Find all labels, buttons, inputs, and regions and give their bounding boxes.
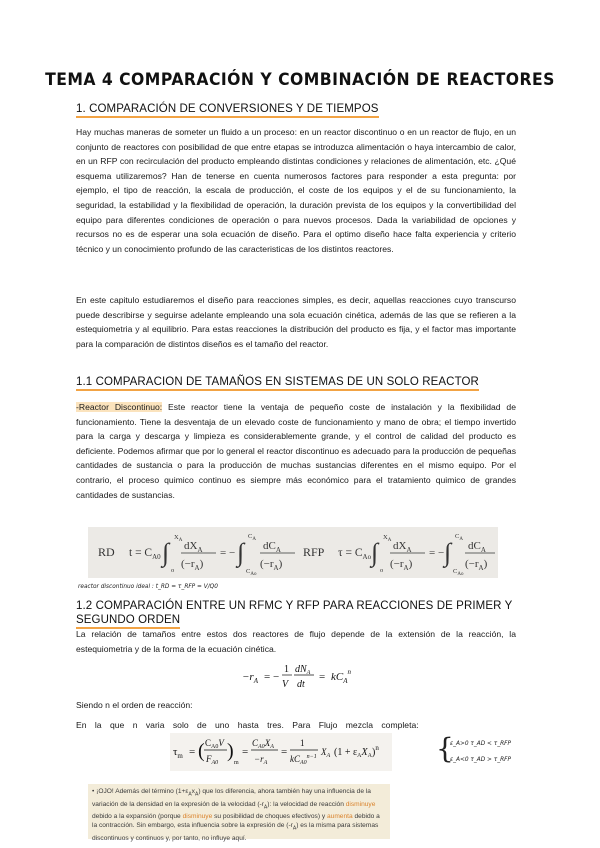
- rhs: $kC_A^n$: [331, 668, 352, 685]
- num: $C_{A0}V$: [205, 738, 224, 750]
- den: $kC_{A0}^{n-1}$: [290, 754, 317, 766]
- equals-sign: = −: [220, 547, 236, 559]
- limit-lower: o: [380, 567, 384, 574]
- paragraph-order: Siendo n el orden de reacción:: [76, 700, 193, 710]
- eq1: = −: [264, 671, 280, 683]
- equals-sign: = −: [429, 547, 445, 559]
- rate-equation: [240, 660, 390, 694]
- frac-num: $dC_A$: [468, 540, 486, 554]
- paren: (: [198, 740, 205, 762]
- section-heading-1-1: 1.1 COMPARACION DE TAMAÑOS EN SISTEMAS DE UN SOLO REACTOR: [76, 376, 479, 391]
- limit-lower: $C_{Ao}$: [246, 568, 257, 577]
- note-text-d: su posibilidad de choques efectivos) y: [212, 813, 327, 821]
- frac-num: $dX_A$: [393, 540, 412, 554]
- paragraph-design: En este capitulo estudiaremos el diseño para reacciones simples, es decir, aquellas reacciones cuyo transcurso puede describirse y seguirse adelante empleando una sola ecuación cinética, además de las que se refieren a la estequiometria y al equilibrio. Para estas reacciones la distribución del producto es fija, y el factor mas importante para la comparación de distintos diseños es el tamaño del reactor.: [76, 295, 516, 349]
- num: 1: [300, 738, 305, 748]
- note-aumenta: aumenta: [326, 813, 353, 821]
- eq: =: [281, 746, 288, 758]
- rd-rfp-equations: [88, 527, 498, 578]
- note-text-a: ) que los diferencia, ahora también hay una influencia de la variación de la densidad en la expresión de la velocidad (-r: [92, 788, 371, 808]
- limit-lower: $C_{Ao}$: [453, 568, 464, 577]
- paragraph-intro: Hay muchas maneras de someter un fluido a un proceso: en un reactor discontinuo o en un reactor de flujo, en un conjunto de reactores con posibilidad de que entre etapas se introduzca alimentación o haya intercambio de calor, en un RFP con recirculación del producto empleando distintas condiciones y relaciones de alimentación, etc. ¿Qué esquema utilizaremos? Han de tenerse en cuenta numerosos factores para responder a esta pregunta: por ejemplo, el tipo de reacción, la escala de producción, el coste de los equipos y el de su funcionamiento, la seguridad, la estabilidad y la flexibilidad de operación, la duración prevista de los equipos y la convertibilidad del equipo para diferentes condiciones de operación o para nuevos procesos. Dada la variabilidad de opciones y recursos no es de esperar una sola ecuación de diseño. Para el optimo diseño hace falta experiencia y criterio técnico y un conocimiento profundo de las caracteristicas de los distintos reactores.: [76, 127, 516, 254]
- batch-reactor-text: Este reactor tiene la ventaja de pequeño coste de instalación y la flexibilidad de funcionamiento. Tiene la desventaja de un elevado coste de funcionamiento y mano de obra; el tiempo invertido para la carga y descarga y limpieza es considerablemente grande, y el control de calidad del producto es deficiente. Podemos afirmar que por lo general el reactor discontinuo es adecuado para la producción de pequeñas cantidades de sustancia o para la producción de muchas sustancias diferentes en el mismo equipo. Por el contrario, el proceso quimico continuo es siempre más económico para el tratamiento quimico de grandes cantidades de sustancias.: [76, 402, 516, 500]
- note-disminuye-2: disminuye: [182, 813, 213, 821]
- den: $-r_A$: [254, 754, 268, 766]
- integral-sign: ∫: [162, 538, 170, 567]
- handwritten-rd-note: reactor discontinuo ideal : t_RD = τ_RFP = V/Q0: [78, 584, 218, 590]
- den: $F_{A0}$: [206, 754, 219, 766]
- formula-box-mixed-flow: [170, 733, 392, 771]
- xa: $X_A$: [321, 747, 331, 759]
- rfp-label: RFP: [303, 545, 325, 559]
- frac-den: $(-r_A)$: [181, 558, 204, 572]
- limit-upper: $X_A$: [383, 534, 392, 543]
- highlight-batch-label: -Reactor Discontinuo:: [76, 402, 163, 412]
- handwritten-eps-positive: ε_A>0 τ_AD < τ_RFP: [450, 741, 511, 747]
- num: $C_{A0}X_A$: [252, 738, 274, 750]
- rfp-tau-expr: $\tau = C_{Ao}$: [338, 547, 372, 561]
- bracket: $(1 + \varepsilon_AX_A)^n$: [334, 744, 379, 759]
- warning-note: • ¡OJO! Además del término $(1+\varepsilon_Ax_A)$ que los diferencia, ahora también hay una influencia de la variación de la densidad en la expresión de la velocidad $(-r_A)$: la velocidad de reacción disminuye debido a la expansión (porque disminuye su posibilidad de choques efectivos) y aumenta debido a la contracción. Sin embargo, esta influencia sobre la expresión de $(-r_A)$ es la misma para sistemas discontinuos y continuos y, por tanto, no influye aquí.: [88, 784, 390, 839]
- section-heading-1-2-line2: SEGUNDO ORDEN: [76, 614, 180, 629]
- formula-box-rd-rfp: [88, 527, 498, 578]
- mixed-flow-equation: [170, 733, 392, 771]
- note-text-f: ) es la misma para sistemas discontinuos y continuos y, por tanto, no influye aquí.: [92, 822, 379, 842]
- integral-sign: ∫: [237, 538, 245, 567]
- dt: dt: [297, 679, 305, 690]
- vol: V: [282, 679, 289, 690]
- frac-den: $(-r_A)$: [260, 558, 283, 572]
- eq2: =: [319, 671, 326, 683]
- frac-num: $dC_A$: [263, 540, 281, 554]
- paragraph-batch-reactor: [76, 400, 516, 502]
- frac-den: $(-r_A)$: [465, 558, 488, 572]
- note-text-e: debido a la contracción. Sin embargo, esta influencia sobre la expresión de (-r: [92, 813, 380, 830]
- integral-sign: ∫: [371, 538, 379, 567]
- paragraph-flow-reactors: La relación de tamaños entre estos dos reactores de flujo depende de la extensión de la reacción, la estequiometria y de la forma de la ecuación cinética.: [76, 629, 516, 654]
- rate-equation-svg: [240, 660, 390, 694]
- frac-num: $dX_A$: [184, 540, 203, 554]
- tau-m: $\tau_m$: [173, 746, 183, 760]
- section-heading-1-2-line1: 1.2 COMPARACIÓN ENTRE UN RFMC Y RFP PARA REACCIONES DE PRIMER Y: [76, 600, 513, 612]
- lhs: $-r_A$: [242, 671, 258, 685]
- limit-upper: $C_A$: [248, 533, 256, 542]
- sub-m: m: [234, 760, 239, 766]
- limit-upper: $C_A$: [455, 533, 463, 542]
- note-lead: • ¡OJO! Además del término (1+ε: [92, 788, 189, 795]
- handwritten-brace: {: [436, 732, 454, 765]
- note-text-c: debido a la expansión (porque: [92, 813, 183, 821]
- frac-den: $(-r_A)$: [390, 558, 413, 572]
- dna: $dN_A$: [295, 664, 311, 676]
- note-text-x: x: [191, 788, 195, 795]
- limit-lower: o: [171, 567, 175, 574]
- paren: ): [227, 740, 234, 762]
- integral-sign: ∫: [444, 538, 452, 567]
- rd-label: RD: [98, 545, 115, 559]
- paragraph-mixed-flow: En la que n varia solo de uno hasta tres. Para Flujo mezcla completa:: [76, 720, 419, 730]
- one: 1: [284, 664, 289, 675]
- rd-time-expr: $t = C_{A0}$: [129, 547, 161, 561]
- handwritten-eps-negative: ε_A<0 τ_AD > τ_RFP: [450, 757, 511, 763]
- page-title: TEMA 4 COMPARACIÓN Y COMBINACIÓN DE REACTORES: [45, 70, 555, 90]
- section-heading-1: 1. COMPARACIÓN DE CONVERSIONES Y DE TIEMPOS: [76, 103, 379, 118]
- eq: =: [189, 746, 196, 758]
- note-text-b: ): la velocidad de reacción: [267, 800, 346, 808]
- limit-upper: $X_A$: [174, 534, 183, 543]
- note-disminuye-1: disminuye: [345, 800, 376, 808]
- eq: =: [242, 746, 249, 758]
